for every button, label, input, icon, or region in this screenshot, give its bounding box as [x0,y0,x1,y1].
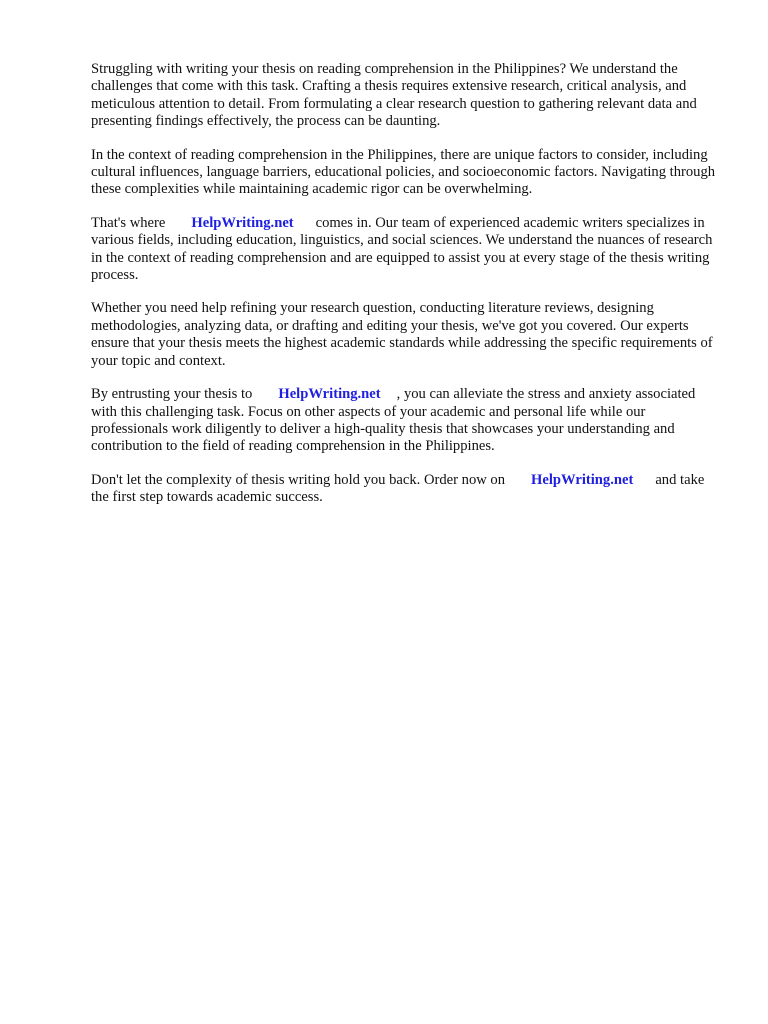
paragraph-text: , you can alleviate the stress and anxiety associated with this challenging task. Focus on other aspects of your academic and personal life while our professionals work diligently to deliver a high-quality thesis that showcases your understanding and contribution to the field of reading comprehension in the Philippines. [91,386,696,455]
paragraph-text: Don't let the complexity of thesis writing hold you back. Order now on [91,471,506,488]
paragraph-cta [91,472,723,507]
paragraph-context: In the context of reading comprehension in the Philippines, there are unique factors to consider, including cultural influences, language barriers, educational policies, and socioeconomic factors. Navigating through these complexities while maintaining academic rigor can be overwhelming. [91,146,716,198]
paragraph-service [91,215,723,285]
paragraph-text: By entrusting your thesis to [91,386,253,403]
helpwriting-link[interactable]: HelpWriting.net [191,214,294,231]
paragraph-help: Whether you need help refining your research question, conducting literature reviews, designing methodologies, analyzing data, or drafting and editing your thesis, we've got you covered. Our experts ensure that your thesis meets the highest academic standards while addressing the specific requirements of your topic and context. [91,300,713,369]
paragraph-text: comes in. Our team of experienced academic writers specializes in various fields, including education, linguistics, and social sciences. We understand the nuances of research in the context of reading comprehension and are equipped to assist you at every stage of the thesis writing process. [91,214,713,284]
paragraph-entrust [91,386,723,456]
helpwriting-link[interactable]: HelpWriting.net [278,386,381,403]
paragraph-intro: Struggling with writing your thesis on reading comprehension in the Philippines? We understand the challenges that come with this task. Crafting a thesis requires extensive research, critical analysis, and meticulous attention to detail. From formulating a clear research question to gathering relevant data and presenting findings effectively, the process can be daunting. [91,61,697,130]
document-body [91,61,723,523]
paragraph-text: That's where [91,214,166,231]
paragraph-text: and take the first step towards academic success. [91,471,705,506]
helpwriting-link[interactable]: HelpWriting.net [531,471,634,488]
